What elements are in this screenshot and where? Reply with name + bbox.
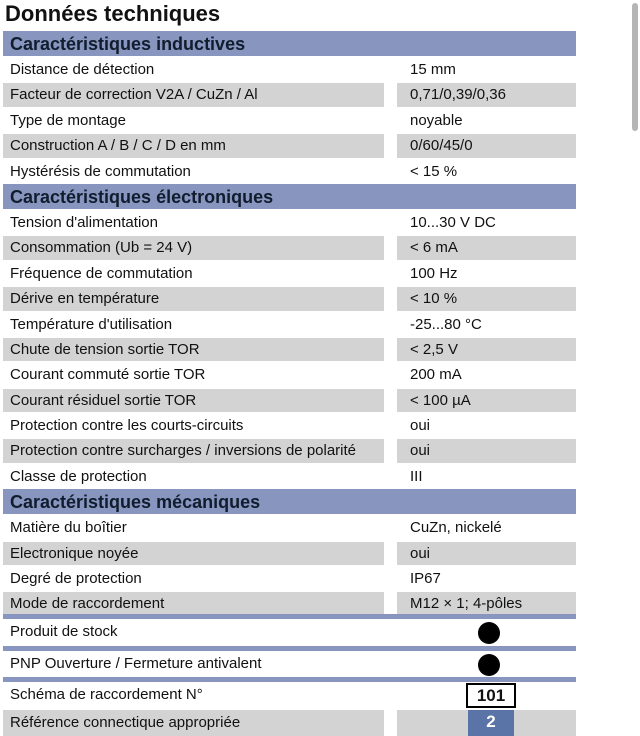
row-label: Tension d'alimentation [10, 213, 158, 231]
table-row [3, 413, 576, 438]
row-value: oui [397, 439, 576, 462]
row-label: Protection contre surcharges / inversions de polarité [3, 439, 384, 462]
row-value: -25...80 °C [410, 315, 482, 333]
connector-row [3, 709, 576, 736]
table-row [3, 286, 576, 311]
row-value: 15 mm [410, 61, 456, 78]
table-row [3, 57, 576, 82]
table-row [3, 591, 576, 616]
row-label: Type de montage [10, 111, 126, 129]
table-row [3, 566, 576, 591]
wiring-label: Schéma de raccordement N° [10, 686, 203, 703]
row-label: Degré de protection [10, 570, 142, 588]
row-value: CuZn, nickelé [410, 519, 502, 537]
row-label: Dérive en température [3, 287, 384, 310]
row-label: Température d'utilisation [10, 315, 173, 333]
row-value: oui [397, 542, 576, 565]
stock-label: Produit de stock [10, 623, 118, 640]
filled-circle-icon [478, 622, 500, 644]
page-title: Données techniques [5, 1, 221, 26]
pnp-row [3, 651, 576, 678]
stock-row [3, 619, 576, 646]
section-header-electronic: Caractéristiques électroniques [3, 184, 576, 209]
row-label: Fréquence de commutation [10, 264, 193, 282]
row-value: IP67 [410, 570, 441, 588]
product-features [3, 614, 576, 735]
row-label: Chute de tension sortie TOR [3, 338, 384, 361]
table-row [3, 235, 576, 260]
row-label: Electronique noyée [3, 542, 384, 565]
pnp-label: PNP Ouverture / Fermeture antivalent [10, 654, 262, 672]
row-value: < 6 mA [397, 236, 576, 259]
table-row [3, 388, 576, 413]
row-label: Protection contre les courts-circuits [10, 417, 244, 435]
row-value: M12 × 1; 4-pôles [397, 592, 576, 615]
row-label: Mode de raccordement [3, 592, 384, 615]
row-value: oui [410, 417, 431, 435]
row-label: Hystérésis de commutation [10, 162, 191, 180]
connector-reference-badge: 2 [468, 710, 514, 736]
table-row [3, 515, 576, 540]
row-value: 100 Hz [410, 264, 458, 282]
row-value: < 2,5 V [397, 338, 576, 361]
row-label: Construction A / B / C / D en mm [3, 134, 384, 157]
table-row [3, 438, 576, 463]
spec-table [3, 31, 576, 617]
vertical-scrollbar[interactable] [630, 0, 640, 727]
row-value: 0,71/0,39/0,36 [397, 83, 576, 106]
table-row [3, 159, 576, 184]
row-value: 0/60/45/0 [397, 134, 576, 157]
row-label: Matière du boîtier [10, 519, 127, 537]
row-value: < 10 % [397, 287, 576, 310]
filled-circle-icon [478, 654, 500, 676]
row-value: III [410, 467, 423, 485]
wiring-diagram-number: 101 [466, 683, 516, 708]
connector-label: Référence connectique appropriée [10, 713, 241, 731]
table-row [3, 108, 576, 133]
row-value: < 100 µA [397, 389, 576, 412]
scrollbar-thumb[interactable] [632, 3, 638, 131]
row-label: Facteur de correction V2A / CuZn / Al [3, 83, 384, 106]
row-value: 10...30 V DC [410, 213, 496, 231]
table-row [3, 362, 576, 387]
row-label: Courant commuté sortie TOR [10, 366, 206, 384]
table-row [3, 464, 576, 489]
row-value: < 15 % [410, 162, 458, 180]
table-row [3, 261, 576, 286]
row-label: Consommation (Ub = 24 V) [3, 236, 384, 259]
section-header-mechanical: Caractéristiques mécaniques [3, 489, 576, 514]
table-row [3, 133, 576, 158]
table-row [3, 312, 576, 337]
row-label: Classe de protection [10, 467, 147, 485]
row-value: noyable [410, 111, 463, 129]
table-row [3, 541, 576, 566]
row-value: 200 mA [410, 366, 462, 384]
table-row [3, 82, 576, 107]
section-header-inductive: Caractéristiques inductives [3, 31, 576, 56]
wiring-row [3, 682, 576, 709]
table-row [3, 337, 576, 362]
row-label: Courant résiduel sortie TOR [3, 389, 384, 412]
row-label: Distance de détection [10, 61, 155, 78]
table-row [3, 210, 576, 235]
